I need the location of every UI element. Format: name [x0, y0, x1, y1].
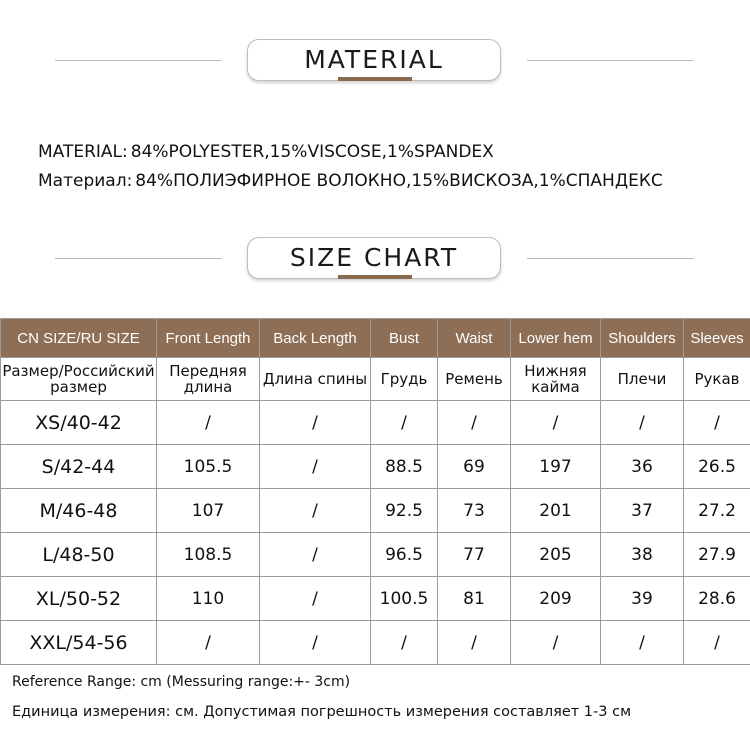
size-cell: S/42-44 [1, 445, 157, 489]
material-line-en [38, 141, 494, 163]
column-header: Waist [438, 319, 511, 358]
material-title-box [247, 39, 501, 81]
measurement-cell: / [511, 621, 601, 665]
measurement-cell: 96.5 [371, 533, 438, 577]
measurement-cell: / [601, 401, 684, 445]
column-header-ru: Передняя длина [157, 358, 260, 401]
measurement-cell: 37 [601, 489, 684, 533]
accent-bar [338, 275, 412, 279]
measurement-cell: / [260, 621, 371, 665]
column-header: Shoulders [601, 319, 684, 358]
measurement-cell: 92.5 [371, 489, 438, 533]
measurement-cell: 105.5 [157, 445, 260, 489]
column-header: CN SIZE/RU SIZE [1, 319, 157, 358]
material-section-header [0, 39, 750, 85]
measurement-cell: 77 [438, 533, 511, 577]
size-chart-title-box [247, 237, 501, 279]
measurement-cell: 36 [601, 445, 684, 489]
measurement-cell: / [684, 621, 750, 665]
measurement-cell: 69 [438, 445, 511, 489]
measurement-cell: / [438, 621, 511, 665]
table-row [1, 621, 750, 665]
measurement-cell: / [601, 621, 684, 665]
measurement-cell: / [684, 401, 750, 445]
size-cell: XL/50-52 [1, 577, 157, 621]
column-header: Bust [371, 319, 438, 358]
table-row [1, 489, 750, 533]
measurement-cell: 205 [511, 533, 601, 577]
measurement-cell: 110 [157, 577, 260, 621]
measurement-cell: 27.9 [684, 533, 750, 577]
measurement-cell: / [371, 621, 438, 665]
table-subheader-row [1, 358, 750, 401]
measurement-cell: 81 [438, 577, 511, 621]
column-header-ru: Плечи [601, 358, 684, 401]
material-label-en: MATERIAL: [38, 142, 128, 162]
measurement-cell: 209 [511, 577, 601, 621]
divider-line [527, 60, 694, 61]
accent-bar [338, 77, 412, 81]
measurement-cell: / [260, 577, 371, 621]
measurement-cell: 100.5 [371, 577, 438, 621]
measurement-cell: 73 [438, 489, 511, 533]
measurement-cell: 28.6 [684, 577, 750, 621]
measurement-cell: 27.2 [684, 489, 750, 533]
measurement-cell: / [260, 489, 371, 533]
column-header: Sleeves [684, 319, 750, 358]
divider-line [55, 60, 222, 61]
material-value-en: 84%POLYESTER,15%VISCOSE,1%SPANDEX [130, 142, 494, 162]
measurement-cell: / [260, 533, 371, 577]
table-row [1, 533, 750, 577]
measurement-cell: 38 [601, 533, 684, 577]
size-cell: XXL/54-56 [1, 621, 157, 665]
column-header-ru: Рукав [684, 358, 750, 401]
size-cell: L/48-50 [1, 533, 157, 577]
column-header: Lower hem [511, 319, 601, 358]
measurement-cell: 197 [511, 445, 601, 489]
size-cell: XS/40-42 [1, 401, 157, 445]
column-header: Back Length [260, 319, 371, 358]
material-value-ru: 84%ПОЛИЭФИРНОЕ ВОЛОКНО,15%ВИСКОЗА,1%СПАНДЕКС [135, 171, 663, 191]
divider-line [55, 258, 222, 259]
table-header-row [1, 319, 750, 358]
measurement-cell: / [371, 401, 438, 445]
size-chart-table [0, 318, 750, 665]
measurement-cell: 88.5 [371, 445, 438, 489]
column-header-ru: Размер/Российский размер [1, 358, 157, 401]
measurement-unit-note: Единица измерения: см. Допустимая погрешность измерения составляет 1-3 см [12, 704, 632, 720]
measurement-cell: 107 [157, 489, 260, 533]
measurement-cell: / [438, 401, 511, 445]
material-title: MATERIAL [304, 45, 444, 74]
column-header-ru: Нижняя кайма [511, 358, 601, 401]
measurement-cell: / [157, 621, 260, 665]
table-row [1, 577, 750, 621]
material-line-ru [38, 170, 663, 192]
column-header-ru: Ремень [438, 358, 511, 401]
material-label-ru: Материал: [38, 171, 133, 191]
measurement-cell: 39 [601, 577, 684, 621]
measurement-cell: / [157, 401, 260, 445]
divider-line [527, 258, 694, 259]
size-cell: M/46-48 [1, 489, 157, 533]
measurement-cell: 26.5 [684, 445, 750, 489]
measurement-cell: / [260, 445, 371, 489]
column-header: Front Length [157, 319, 260, 358]
measurement-cell: 201 [511, 489, 601, 533]
reference-range-note: Reference Range: cm (Messuring range:+- 3cm) [12, 674, 351, 690]
column-header-ru: Грудь [371, 358, 438, 401]
size-chart-section-header [0, 237, 750, 283]
measurement-cell: / [511, 401, 601, 445]
size-chart-title: SIZE CHART [289, 243, 459, 272]
table-row [1, 401, 750, 445]
column-header-ru: Длина спины [260, 358, 371, 401]
table-row [1, 445, 750, 489]
measurement-cell: / [260, 401, 371, 445]
measurement-cell: 108.5 [157, 533, 260, 577]
